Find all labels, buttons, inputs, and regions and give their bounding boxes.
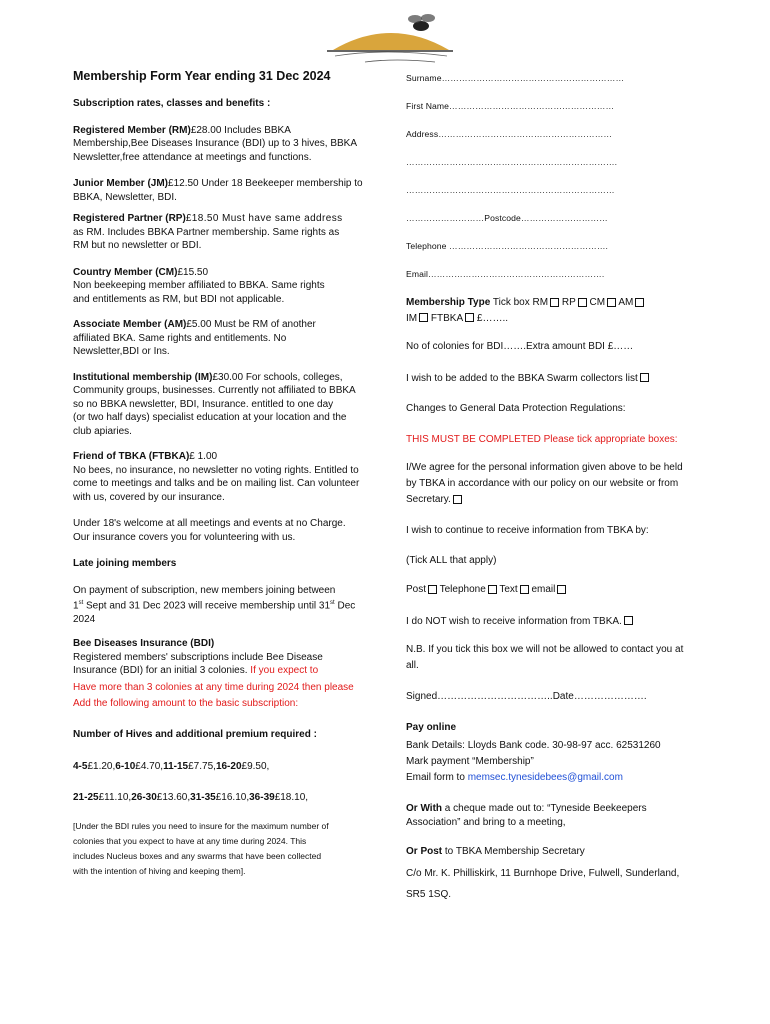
late-line2c: Dec — [334, 600, 356, 612]
im-label: IM — [406, 312, 418, 324]
swarm-list-checkbox[interactable] — [640, 373, 649, 382]
tbka-logo — [325, 6, 457, 66]
hive-price-21-25: £11.10, — [98, 791, 132, 803]
bdi-line2b: If you expect to — [247, 665, 319, 677]
bdi-head: Bee Diseases Insurance (BDI) — [73, 638, 215, 650]
im-line4: (or two half days) specialist education at your location and the — [73, 412, 347, 423]
swarm-list-line — [406, 372, 706, 386]
note-line4: with the intention of hiving and keeping them]. — [73, 866, 246, 877]
post-option-label: Post — [406, 584, 427, 595]
hive-price-11-15: £7.75, — [188, 761, 216, 773]
ftbka-head: Friend of TBKA (FTBKA) — [73, 451, 190, 462]
under18-line2: Our insurance covers you for volunteering with us. — [73, 531, 296, 543]
am-price: £5.00 — [186, 319, 212, 330]
ftbka-line2: come to meetings and talks and be on mailing list. Can volunteer — [73, 478, 360, 489]
note-line2: colonies that you expect to have at any time during 2024. This — [73, 836, 307, 847]
rm-line1: Includes BBKA — [221, 124, 291, 136]
am-checkbox[interactable] — [635, 298, 644, 307]
must-complete: THIS MUST BE COMPLETED Please tick appropriate boxes: — [406, 433, 678, 445]
late-joining-heading: Late joining members — [73, 558, 177, 569]
rm-head: Registered Member (RM) — [73, 124, 191, 136]
form-title: Membership Form Year ending 31 Dec 2024 — [73, 69, 331, 83]
im-line2: Community groups, businesses. Currently not affiliated to BBKA — [73, 385, 356, 396]
email-field[interactable]: Email……………………………………………………. — [406, 269, 605, 279]
hive-band-4-5: 4-5 — [73, 761, 88, 773]
membership-amount[interactable]: £…….. — [474, 312, 509, 324]
rp-line1: £18.50 Must have same address — [185, 213, 343, 224]
telephone-checkbox[interactable] — [488, 585, 497, 594]
bdi-line3: Have more than 3 colonies at any time during 2024 then please — [73, 681, 354, 693]
text-checkbox[interactable] — [520, 585, 529, 594]
hive-price-36-39: £18.10, — [274, 791, 309, 803]
subscription-heading: Subscription rates, classes and benefits : — [73, 98, 271, 109]
rp-section — [73, 212, 383, 253]
cm-line1: Non beekeeping member affiliated to BBKA. Same rights — [73, 280, 325, 291]
right-column — [406, 70, 706, 902]
hives-row1 — [73, 760, 383, 774]
late-line3: 2024 — [73, 613, 96, 625]
rm-section — [73, 124, 383, 165]
email-address-link[interactable]: memsec.tynesidebees@gmail.com — [467, 772, 623, 783]
hive-price-4-5: £1.20, — [87, 761, 116, 773]
rp-head: Registered Partner (RP) — [73, 213, 186, 224]
hive-band-21-25: 21-25 — [73, 791, 99, 803]
note-line3: includes Nucleus boxes and any swarms that have been collected — [73, 851, 322, 862]
mark-payment: Mark payment “Membership” — [406, 756, 534, 767]
under18-section — [73, 517, 383, 544]
hive-band-11-15: 11-15 — [163, 761, 189, 773]
signed-line[interactable]: Signed……………………………..Date…………………. — [406, 691, 647, 702]
email-form-label: Email form to — [406, 772, 468, 783]
rp-checkbox[interactable] — [578, 298, 587, 307]
jm-line1: Under 18 Beekeeper membership to — [198, 178, 363, 189]
bdi-line4: Add the following amount to the basic subscription: — [73, 698, 299, 710]
first-name-field[interactable]: First Name………………………………………………… — [406, 101, 615, 111]
bdi-line2a: Insurance (BDI) for an initial 3 colonies. — [73, 665, 248, 677]
im-line5: club apiaries. — [73, 425, 132, 437]
membership-type-tick-label: Tick box RM — [490, 297, 549, 308]
under18-line1: Under 18's welcome at all meetings and events at no Charge. — [73, 518, 346, 529]
jm-line2: BBKA, Newsletter, BDI. — [73, 191, 177, 203]
rp-line2: as RM. Includes BBKA Partner membership. Same rights as — [73, 226, 340, 238]
nb-line1: N.B. If you tick this box we will not be allowed to contact you at — [406, 644, 684, 655]
bee-over-hill-logo-icon — [325, 6, 457, 66]
membership-type — [406, 296, 706, 325]
ftbka-section — [73, 450, 383, 504]
nb-line2: all. — [406, 660, 419, 671]
text-option-label: Text — [496, 584, 518, 595]
agree-checkbox[interactable] — [453, 495, 462, 504]
post-line2: C/o Mr. K. Philliskirk, 11 Burnhope Drive, Fulwell, Sunderland, — [406, 867, 680, 879]
ftbka-label: FTBKA — [428, 312, 464, 324]
cm-head: Country Member (CM) — [73, 266, 178, 278]
cm-line2: and entitlements as RM, but BDI not applicable. — [73, 293, 285, 305]
contact-options — [406, 583, 706, 597]
agree-section — [406, 460, 706, 508]
email-checkbox[interactable] — [557, 585, 566, 594]
colonies-line[interactable]: No of colonies for BDI…….Extra amount BDI £…… — [406, 341, 634, 352]
late-line2b: Sept and 31 Dec 2023 will receive membership until 31 — [83, 600, 331, 612]
not-wish-label: I do NOT wish to receive information from TBKA. — [406, 615, 622, 627]
bdi-section — [73, 637, 383, 711]
continue-receive: I wish to continue to receive information from TBKA by: — [406, 525, 649, 536]
cm-section — [73, 266, 383, 307]
am-line1: Must be RM of another — [211, 319, 316, 330]
address-line3-field[interactable]: ……………………………………………………………… — [406, 185, 615, 195]
late-sup1: st — [78, 600, 84, 606]
hive-price-31-35: £16.10, — [215, 791, 250, 803]
late-joining-section — [73, 584, 383, 627]
hives-heading: Number of Hives and additional premium required : — [73, 728, 317, 740]
rm-price: £28.00 — [190, 124, 222, 136]
bank-details: Bank Details: Lloyds Bank code. 30-98-97 acc. 62531260 — [406, 740, 661, 751]
agree-line1: I/We agree for the personal information given above to be held — [406, 462, 683, 473]
hive-band-26-30: 26-30 — [131, 791, 157, 803]
late-line2a: 1 — [73, 600, 79, 612]
am-line2: affiliated BKA. Same rights and entitlements. No — [73, 332, 287, 344]
im-head: Institutional membership (IM) — [73, 371, 213, 383]
ftbka-price: £ 1.00 — [189, 451, 218, 462]
postcode-field[interactable]: ………………………Postcode………………………… — [406, 213, 608, 223]
membership-type-heading: Membership Type — [406, 297, 491, 308]
hive-band-36-39: 36-39 — [249, 791, 275, 803]
rm-line2: Membership,Bee Diseases Insurance (BDI) up to 3 hives, BBKA — [73, 138, 358, 149]
post-heading: Or Post — [406, 846, 443, 857]
gdpr-heading: Changes to General Data Protection Regulations: — [406, 403, 626, 414]
rm-checkbox[interactable] — [550, 298, 559, 307]
am-head: Associate Member (AM) — [73, 319, 187, 330]
cm-price: £15.50 — [177, 266, 209, 278]
hives-row2 — [73, 791, 383, 805]
address-line2-field[interactable]: ………………………………………………………………. — [406, 157, 618, 167]
im-line1: For schools, colleges, — [243, 371, 343, 383]
address-field[interactable]: Address…………………………………………………… — [406, 129, 613, 139]
hive-band-6-10: 6-10 — [115, 761, 136, 773]
post-line3: SR5 1SQ. — [406, 889, 452, 900]
telephone-option-label: Telephone — [437, 584, 486, 595]
im-line3: so no BBKA newsletter, BDI, Insurance. entitled to one day — [73, 398, 334, 410]
hive-band-31-35: 31-35 — [190, 791, 216, 803]
rm-line3: Newsletter,free attendance at meetings and functions. — [73, 151, 312, 163]
post-checkbox[interactable] — [428, 585, 437, 594]
late-line1: On payment of subscription, new members joining between — [73, 584, 336, 596]
ftbka-line1: No bees, no insurance, no newsletter no voting rights. Entitled to — [73, 464, 359, 476]
telephone-field[interactable]: Telephone ………………………………………………. — [406, 241, 609, 251]
email-option-label: email — [528, 584, 556, 595]
am-label: AM — [616, 297, 634, 308]
hive-band-16-20: 16-20 — [215, 761, 242, 773]
surname-field[interactable]: Surname……………………………………………………… — [406, 73, 625, 83]
left-column — [73, 68, 383, 879]
jm-head: Junior Member (JM) — [73, 178, 169, 189]
swarm-list-label: I wish to be added to the BBKA Swarm collectors list — [406, 372, 638, 384]
cheque-heading: Or With — [406, 803, 443, 814]
not-wish-checkbox[interactable] — [624, 616, 633, 625]
jm-section — [73, 177, 383, 204]
pay-online-heading: Pay online — [406, 721, 457, 733]
bdi-note — [73, 819, 383, 879]
ftbka-line3: with us, covered by our insurance. — [73, 491, 225, 503]
hive-price-6-10: £4.70, — [135, 761, 164, 773]
cheque-line2: Association” and bring to a meeting, — [406, 816, 566, 828]
hive-price-26-30: £13.60, — [156, 791, 191, 803]
im-price: £30.00 — [212, 371, 244, 383]
ftbka-checkbox[interactable] — [465, 313, 474, 322]
post-line1: to TBKA Membership Secretary — [442, 846, 585, 857]
rp-line3: RM but no newsletter or BDI. — [73, 240, 202, 251]
am-section — [73, 318, 383, 359]
rp-label: RP — [559, 297, 576, 308]
not-wish-line — [406, 615, 706, 629]
im-section — [73, 371, 383, 439]
cm-checkbox[interactable] — [607, 298, 616, 307]
agree-line2: by TBKA in accordance with our policy on our website or from — [406, 478, 679, 489]
jm-price: £12.50 — [168, 178, 199, 189]
late-sup2: st — [330, 600, 335, 606]
cm-label: CM — [586, 297, 606, 308]
agree-line3: Secretary. — [406, 494, 451, 505]
cheque-line1: a cheque made out to: “Tyneside Beekeepers — [442, 803, 647, 814]
im-checkbox[interactable] — [419, 313, 428, 322]
note-line1: [Under the BDI rules you need to insure for the maximum number of — [73, 821, 329, 832]
am-line3: Newsletter,BDI or Ins. — [73, 346, 170, 357]
tick-all-note: (Tick ALL that apply) — [406, 554, 497, 566]
hive-price-16-20: £9.50, — [241, 761, 270, 773]
bdi-line1: Registered members' subscriptions include Bee Disease — [73, 651, 323, 663]
